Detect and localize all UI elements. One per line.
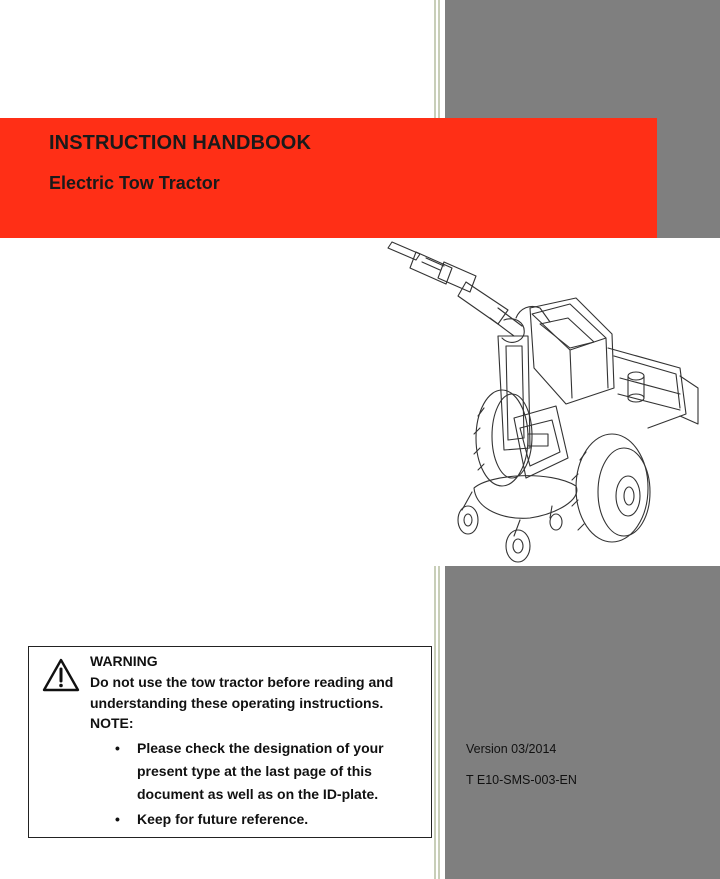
note-list xyxy=(115,737,415,831)
warning-box xyxy=(28,646,432,838)
document-code: T E10-SMS-003-EN xyxy=(466,773,577,787)
warning-title: WARNING xyxy=(90,653,158,669)
warning-text: Do not use the tow tractor before reading and understanding these operating instructions. xyxy=(90,674,394,711)
warning-triangle-icon xyxy=(41,657,81,693)
note-title: NOTE: xyxy=(90,715,134,731)
divider-line xyxy=(438,0,440,118)
document-subtitle: Electric Tow Tractor xyxy=(49,173,220,193)
version-label: Version 03/2014 xyxy=(466,742,557,756)
list-item xyxy=(115,808,415,831)
tow-tractor-illustration xyxy=(380,238,720,566)
list-item xyxy=(115,737,415,806)
note-text: Please check the designation of your present type at the last page of this document as well as on the ID-plate. xyxy=(137,740,384,802)
document-title: INSTRUCTION HANDBOOK xyxy=(49,132,311,154)
note-text: Keep for future reference. xyxy=(137,811,309,827)
divider-line xyxy=(434,0,436,118)
divider-line xyxy=(438,566,440,879)
bullet-icon: • xyxy=(115,811,120,827)
bullet-icon: • xyxy=(115,740,120,756)
divider-line xyxy=(434,566,436,879)
gray-side-panel-bottom xyxy=(445,566,720,879)
